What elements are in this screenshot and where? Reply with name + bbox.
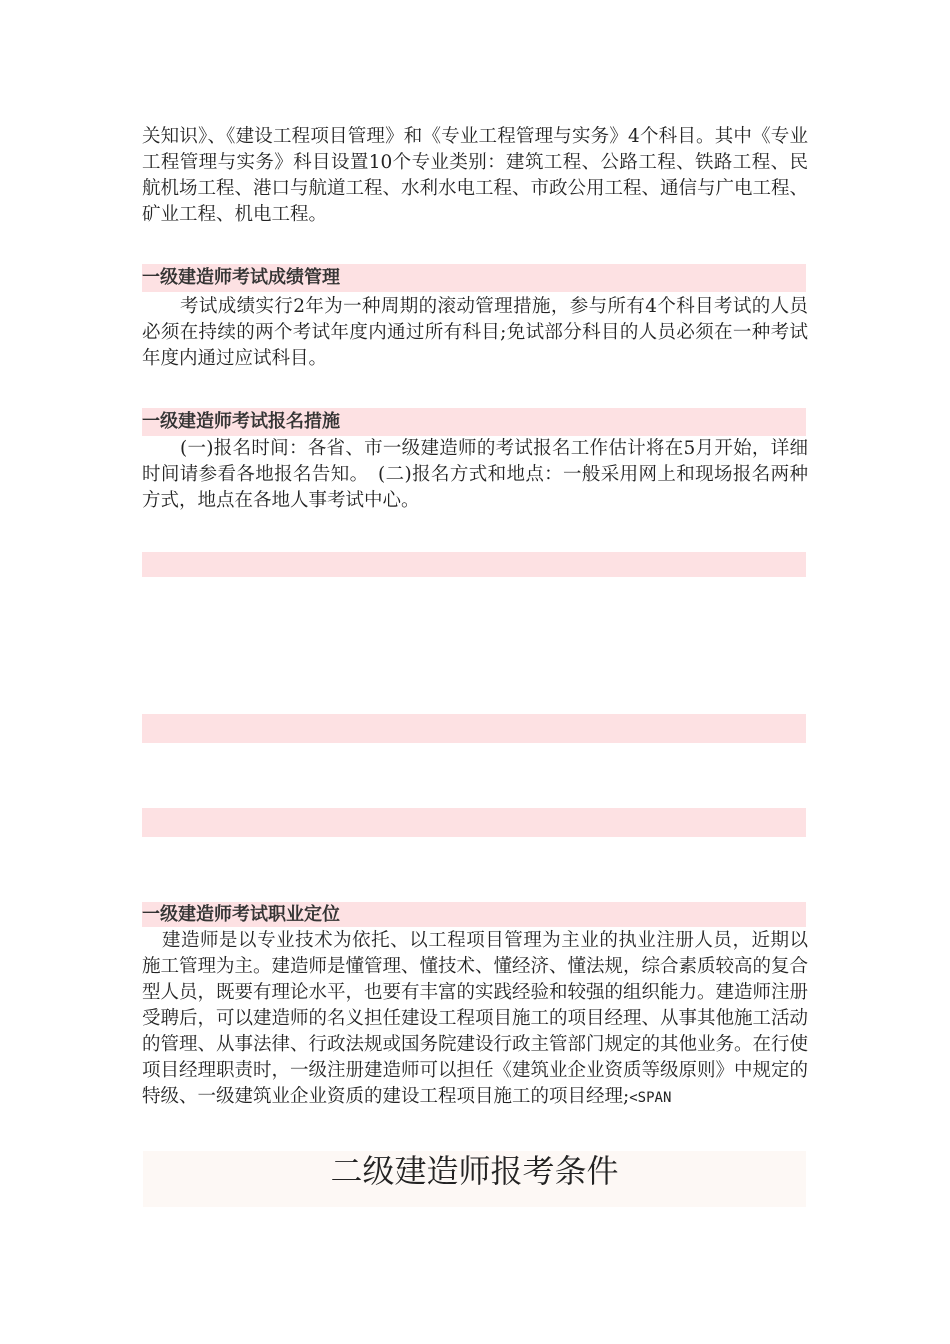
- section-body-career-block: [142, 928, 808, 1111]
- intro-paragraph: 关知识》、《建设工程项目管理》和《专业工程管理与实务》4个科目。其中《专业工程管理与实务》科目设置10个专业类别：建筑工程、公路工程、铁路工程、民航机场工程、港口与航道工程、水利水电工程、市政公用工程、通信与广电工程、矿业工程、机电工程。: [142, 126, 809, 225]
- section-body-career-tail: <SPAN: [629, 1090, 672, 1106]
- section-body-career-text: 建造师是以专业技术为依托、以工程项目管理为主业的执业注册人员，近期以施工管理为主。建造师是懂管理、懂技术、懂经济、懂法规，综合素质较高的复合型人员，既要有理论水平，也要有丰富的实践经验和较强的组织能力。建造师注册受聘后，可以建造师的名义担任建设工程项目施工的项目经理、从事其他施工活动的管理、从事法律、行政法规或国务院建设行政主管部门规定的其他业务。在行使项目经理职责时，一级注册建造师可以担任《建筑业企业资质等级原则》中规定的特级、一级建筑业企业资质的建设工程项目施工的项目经理;: [142, 930, 809, 1107]
- page-title-secondary: [143, 1151, 806, 1207]
- empty-band-3: [142, 808, 806, 837]
- section-body-registration-block: [142, 436, 808, 514]
- section-body-scores-block: [142, 294, 808, 372]
- footer-title-text: 二级建造师报考条件: [330, 1152, 619, 1190]
- section-body-career: [142, 928, 808, 1111]
- section-heading-career: 一级建造师考试职业定位: [142, 902, 806, 927]
- section-heading-registration: 一级建造师考试报名措施: [142, 408, 806, 436]
- intro-block: [142, 124, 808, 228]
- section-heading-scores: 一级建造师考试成绩管理: [142, 264, 806, 292]
- section-body-registration: (一)报名时间：各省、市一级建造师的考试报名工作估计将在5月开始，详细时间请参看各地报名告知。 (二)报名方式和地点：一般采用网上和现场报名两种方式，地点在各地人事考试中心。: [142, 438, 808, 511]
- empty-band-2: [142, 714, 806, 743]
- section-body-scores: 考试成绩实行2年为一种周期的滚动管理措施，参与所有4个科目考试的人员必须在持续的两个考试年度内通过所有科目;免试部分科目的人员必须在一种考试年度内通过应试科目。: [142, 296, 808, 369]
- empty-band-1: [142, 552, 806, 577]
